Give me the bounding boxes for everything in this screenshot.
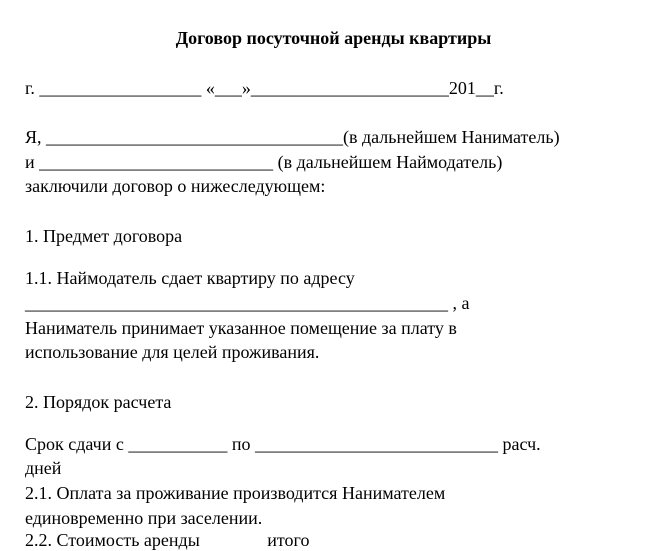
- city-date-line: г. __________________ «___»______________________201__г.: [25, 78, 504, 98]
- clause-1-1: 1.1. Наймодатель сдает квартиру по адресу: [25, 268, 355, 288]
- term-line: Срок сдачи с ___________ по ___________________________ расч.: [25, 434, 541, 454]
- landlord-line: и __________________________ (в дальнейшем Наймодатель): [25, 152, 503, 172]
- one-time-line: единовременно при заселении.: [25, 508, 263, 528]
- clause-2-1: 2.1. Оплата за проживание производится Нанимателем: [25, 483, 446, 503]
- accepts-line: Наниматель принимает указанное помещение за плату в: [25, 318, 457, 338]
- document-title: Договор посуточной аренды квартиры: [175, 28, 492, 48]
- section-2-heading: 2. Порядок расчета: [25, 392, 172, 412]
- tenant-line: Я, _________________________________(в дальнейшем Наниматель): [25, 127, 560, 147]
- concluded-line: заключили договор о нижеследующем:: [25, 176, 326, 196]
- section-1-heading: 1. Предмет договора: [25, 226, 183, 246]
- purpose-line: использование для целей проживания.: [25, 342, 320, 362]
- days-line: дней: [25, 458, 62, 478]
- address-blank-line: _______________________________________________ , а: [25, 293, 470, 313]
- clause-2-2: 2.2. Стоимость аренды итого: [25, 530, 310, 550]
